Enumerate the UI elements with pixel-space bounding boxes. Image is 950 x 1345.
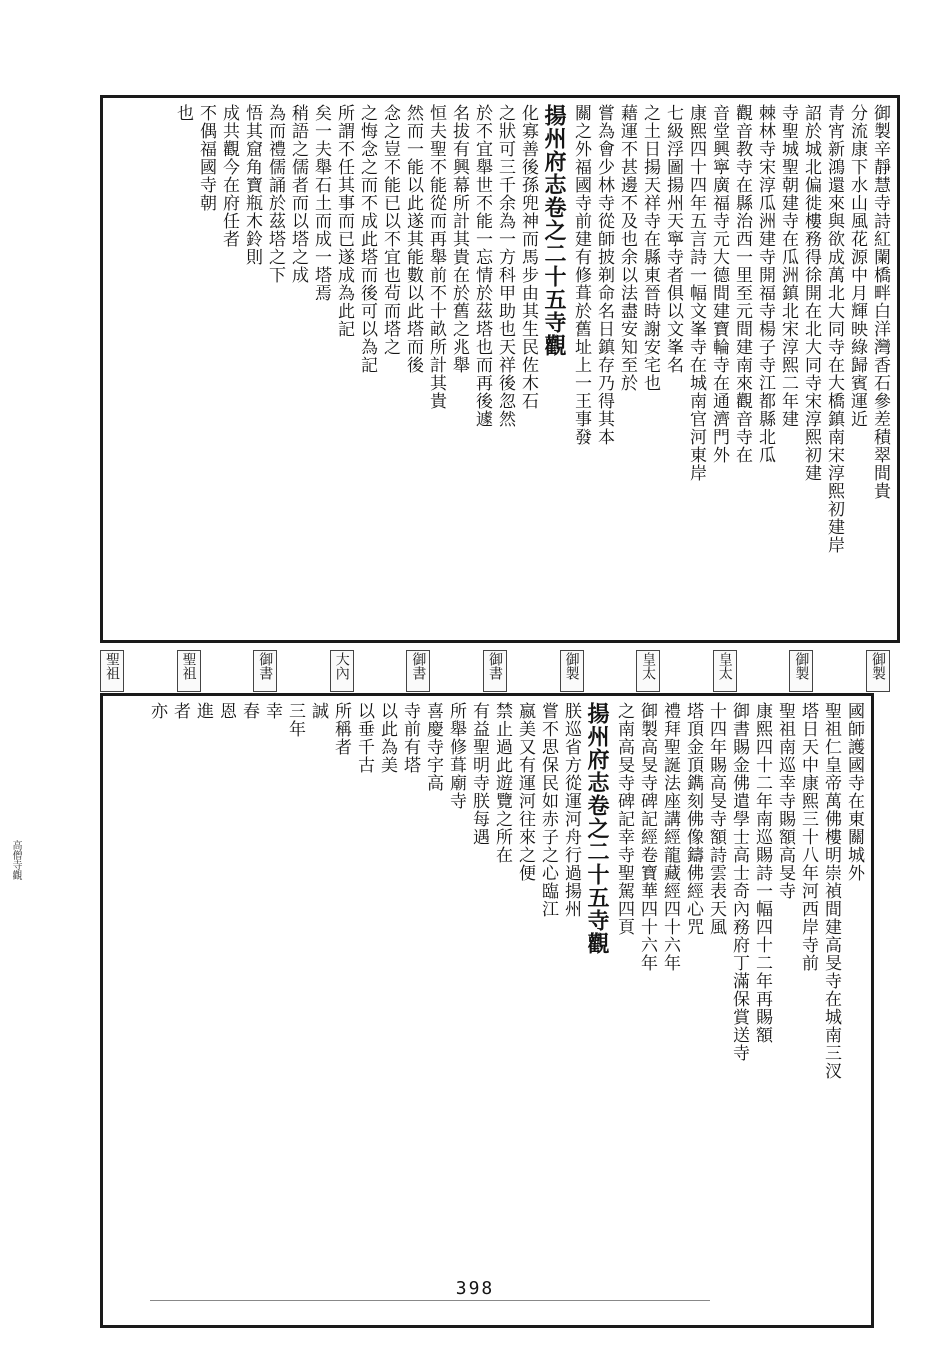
text-column: 為而禮儒誦於茲塔之下 [265,104,285,284]
text-column: 揚州府志卷之二十五寺觀 [541,104,567,357]
text-column: 恒夫聖不能從而再舉前不十畝所計其貴 [426,104,446,410]
bottom-columns [109,702,865,1319]
imperial-label: 大內 [330,650,354,692]
imperial-label: 聖祖 [177,650,201,692]
imperial-label: 皇太 [713,650,737,692]
text-column: 聖祖仁皇帝萬佛樓明崇禎間建高旻寺在城南三汊 [821,702,841,1080]
text-column: 禁止過此遊覽之所在 [492,702,512,864]
text-column: 之南高旻寺碑記幸寺聖駕四頁 [614,702,634,936]
imperial-label-strip [100,650,890,692]
text-column: 恩 [216,702,236,720]
top-text-block [100,95,900,643]
text-column: 以垂千古 [354,702,374,774]
text-column: 所稱者 [331,702,351,756]
text-column: 觀音教寺在縣治西一里至元間建南來觀音寺在 [732,104,752,464]
imperial-label: 御書 [406,650,430,692]
text-column: 寺聖城聖朝建寺在瓜洲鎮北宋淳熙二年建 [778,104,798,428]
text-column: 春 [239,702,259,720]
text-column: 御製辛靜慧寺詩紅闌橋畔白洋灣香石參差積翠間貴 [870,104,890,500]
text-column: 亦 [147,702,167,720]
text-column: 寺前有塔 [400,702,420,774]
text-column: 棘林寺宋淳瓜洲建寺開福寺楊子寺江都縣北瓜 [755,104,775,464]
text-column: 康熙四十四年五言詩一幅文峯寺在城南官河東岸 [686,104,706,482]
text-column: 音堂興寧廣福寺元大德間建寶輪寺在通濟門外 [709,104,729,464]
text-column: 之狀可三千余為一方科甲助也天祥後忽然 [495,104,515,428]
text-column: 嘗為會少林寺從師披剃命名日鎮存乃得其本 [594,104,614,446]
text-column: 揚州府志卷之二十五寺觀 [584,702,610,955]
text-column: 藉運不甚邊不及也余以法盡安知至於 [617,104,637,392]
imperial-label: 御書 [483,650,507,692]
text-column: 康熙四十二年南巡賜詩一幅四十二年再賜額 [752,702,772,1044]
text-column: 者 [170,702,190,720]
text-column: 禮拜聖誕法座講經龍藏經四十六年 [660,702,680,972]
text-column: 有益聖明寺朕每遇 [469,702,489,846]
text-column: 幸 [262,702,282,720]
text-column: 稍語之儒者而以塔之成 [288,104,308,284]
text-column: 分流康下水山風花源中月輝映綠歸賓運近 [847,104,867,428]
text-column: 悟其窟角寶瓶木鈴則 [242,104,262,266]
text-column: 於不宜舉世不能一忘情於茲塔也而再後遽 [472,104,492,428]
text-column: 聖祖南巡幸寺賜額高旻寺 [775,702,795,900]
text-column: 念之豈不能已以不宜也茍而塔之 [380,104,400,356]
page-number: 398 [455,1278,495,1299]
text-column: 關之外福國寺前建有修葺於舊址上一王事發 [571,104,591,446]
imperial-label: 皇太 [636,650,660,692]
text-column: 十四年賜高旻寺額詩雲表天風 [706,702,726,936]
text-column: 御製高旻寺碑記經卷寶華四十六年 [637,702,657,972]
imperial-label: 聖祖 [100,650,124,692]
text-column: 名拔有興幕所計其貴在於舊之兆舉 [449,104,469,374]
text-column: 所謂不任其事而已遂成為此記 [334,104,354,338]
text-column: 化寡善後孫兜神而馬步由其生民佐木石 [518,104,538,410]
text-column: 矣一夫舉石土而成一塔焉 [311,104,331,302]
bottom-rule [150,1300,710,1301]
imperial-label: 御書 [253,650,277,692]
text-column: 塔日天中康熙三十八年河西岸寺前 [798,702,818,972]
text-column: 之悔念之而不成此塔而後可以為記 [357,104,377,374]
top-columns [109,104,891,634]
imperial-label: 御製 [560,650,584,692]
text-column: 國師護國寺在東關城外 [844,702,864,882]
text-column: 進 [193,702,213,720]
margin-note: 高僧寺觀 [10,840,21,880]
text-column: 喜慶寺宇高 [423,702,443,792]
text-column: 之土日揚天祥寺在縣東晉時謝安宅也 [640,104,660,392]
text-column: 以此為美 [377,702,397,774]
text-column: 塔頂金頂鐫刻佛像鑄佛經心咒 [683,702,703,936]
text-column: 三年 [285,702,305,738]
text-column: 御書賜金佛遣學士高士奇內務府丁滿保賞送寺 [729,702,749,1062]
text-column: 嬴美又有運河往來之便 [515,702,535,882]
text-column: 也 [173,104,193,122]
text-column: 然而一能以此遂其能數以此塔而後 [403,104,423,374]
text-column: 誠 [308,702,328,720]
text-column: 所舉修葺廟寺 [446,702,466,810]
text-column: 不偶福國寺朝 [196,104,216,212]
text-column: 青宵新鴻還來與欲成萬北大同寺在大橋鎮南宋淳熙初建岸 [824,104,844,554]
imperial-label: 御製 [866,650,890,692]
bottom-text-block [100,693,874,1328]
text-column: 成共觀今在府任者 [219,104,239,248]
text-column: 七級浮圖揚州天寧寺者俱以文峯名 [663,104,683,374]
text-column: 詔於城北偏徙樓務得徐開在北大同寺宋淳熙初建 [801,104,821,482]
text-column: 嘗不思保民如赤子之心臨江 [538,702,558,918]
imperial-label: 御製 [789,650,813,692]
text-column: 朕巡省方從運河舟行過揚州 [561,702,581,918]
